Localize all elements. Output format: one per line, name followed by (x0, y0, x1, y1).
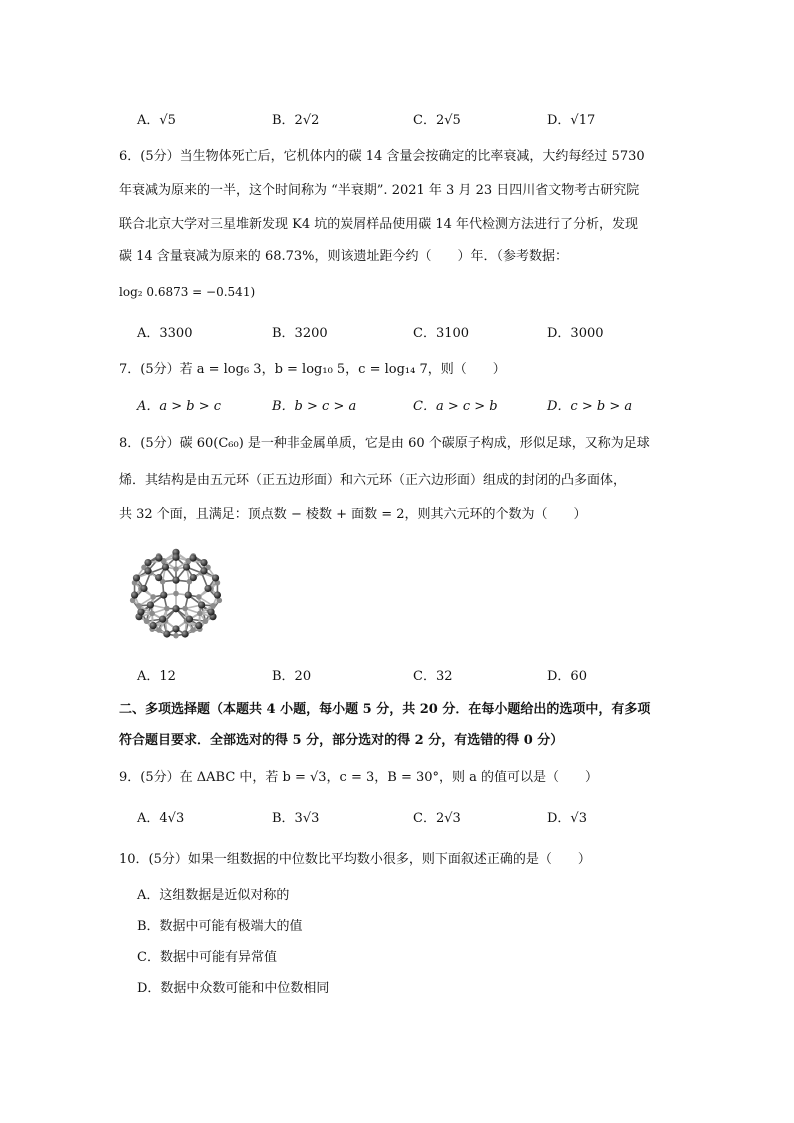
fullerene-atom (189, 554, 196, 561)
fullerene-atom (144, 559, 151, 566)
q8-line-1: 8．(5分）碳 60(C₆₀) 是一种非金属单质，它是由 60 个碳原子构成，形似足球，又称为足球 (119, 436, 650, 451)
fullerene-atom (212, 574, 219, 581)
q6-option-a[interactable]: A．3300 (137, 326, 193, 341)
fullerene-atom (155, 574, 162, 581)
fullerene-atom (203, 618, 209, 624)
fullerene-atom (200, 559, 207, 566)
fullerene-atom (163, 630, 170, 637)
fullerene-atom (197, 611, 203, 617)
fullerene-atom (172, 605, 179, 612)
fullerene-atom (144, 618, 150, 624)
fullerene-atom (190, 574, 197, 581)
fullerene-atom (196, 594, 202, 600)
q5-option-a[interactable]: A．√5 (137, 113, 176, 128)
q6-option-c[interactable]: C．3100 (413, 326, 470, 341)
section-2-heading-line-2: 符合题目要求．全部选对的得 5 分，部分选对的得 2 分，有选错的得 0 分） (119, 733, 564, 748)
q6-line-2: 年衰减为原来的一半，这个时间称为 “半衰期”. 2021 年 3 月 23 日四川省文物考古研究院 (119, 183, 640, 198)
q6-options (137, 322, 697, 340)
fullerene-atom (186, 616, 193, 623)
fullerene-atom (172, 625, 179, 632)
q7-option-a[interactable]: A．a > b > c (137, 399, 222, 414)
q7-options (137, 395, 697, 413)
q7-option-c[interactable]: C．a > c > b (413, 399, 498, 414)
q6-line-3: 联合北京大学对三星堆新发现 K4 坑的炭屑样品使用碳 14 年代检测方法进行了分析，发现 (119, 217, 639, 232)
fullerene-atom (210, 603, 216, 609)
q10-stem: 10．(5分）如果一组数据的中位数比平均数小很多，则下面叙述正确的是（ ） (119, 852, 591, 867)
fullerene-atom (214, 591, 221, 598)
q7-option-b[interactable]: B．b > c > a (272, 399, 357, 414)
fullerene-atom (136, 603, 142, 609)
fullerene-atom (204, 585, 211, 592)
fullerene-atom (164, 606, 170, 612)
fullerene-atom (190, 627, 196, 633)
q8-option-c[interactable]: C．32 (413, 669, 453, 684)
fullerene-atom (173, 591, 179, 597)
fullerene-atom (173, 566, 179, 572)
fullerene-atom (172, 577, 179, 584)
fullerene-atom (162, 563, 169, 570)
fullerene-atom (155, 554, 162, 561)
q8-line-2: 烯．其结构是由五元环（正五边形面）和六元环（正六边形面）组成的封闭的凸多面体， (119, 473, 627, 488)
fullerene-atom (150, 622, 157, 629)
q9-options (137, 807, 697, 825)
q9-option-b[interactable]: B．3√3 (272, 811, 320, 826)
fullerene-atom (160, 591, 167, 598)
section-2-heading-line-1: 二、多项选择题（本题共 4 小题，每小题 5 分，共 20 分．在每小题给出的选项中，有多项 (119, 702, 651, 717)
fullerene-atom (181, 630, 188, 637)
fullerene-c60-image (124, 545, 228, 643)
fullerene-atom (149, 611, 155, 617)
q8-option-b[interactable]: B．20 (272, 669, 312, 684)
q7-stem: 7．(5分）若 a = log₆ 3，b = log₁₀ 5，c = log₁₄ 7，则（ ） (119, 362, 506, 377)
fullerene-atom (185, 591, 192, 598)
q9-option-c[interactable]: C．2√3 (413, 811, 461, 826)
fullerene-atom (133, 574, 140, 581)
q6-line-1: 6．(5分）当生物体死亡后，它机体内的碳 14 含量会按确定的比率衰减，大约每经过 5730 (119, 149, 645, 164)
q6-line-4: 碳 14 含量衰减为原来的 68.73%，则该遗址距今约（ ）年．（参考数据： (119, 249, 569, 264)
q8-options (137, 665, 697, 683)
q7-option-d[interactable]: D．c > b > a (547, 399, 633, 414)
fullerene-atom (159, 616, 166, 623)
fullerene-atom (195, 622, 202, 629)
q6-line-5: log₂ 0.6873 = −0.541) (119, 285, 256, 299)
q8-option-d[interactable]: D．60 (547, 669, 587, 684)
fullerene-atom (147, 601, 154, 608)
q5-option-c[interactable]: C．2√5 (413, 113, 461, 128)
fullerene-atom (198, 601, 205, 608)
fullerene-atom (207, 608, 214, 615)
fullerene-atom (156, 627, 162, 633)
q10-option-a[interactable]: A．这组数据是近似对称的 (137, 888, 290, 903)
q9-option-a[interactable]: A．4√3 (137, 811, 185, 826)
fullerene-atom (182, 606, 188, 612)
q5-option-d[interactable]: D．√17 (547, 113, 596, 128)
fullerene-atom (183, 563, 190, 570)
fullerene-atom (150, 594, 156, 600)
q8-line-3: 共 32 个面，且满足：顶点数 − 棱数 + 面数 = 2，则其六元环的个数为（ ） (119, 507, 587, 522)
fullerene-atom (173, 633, 179, 639)
q10-option-d[interactable]: D．数据中众数可能和中位数相同 (137, 981, 330, 996)
q5-option-b[interactable]: B．2√2 (272, 113, 320, 128)
q5-options (137, 109, 697, 127)
q9-stem: 9．(5分）在 ΔABC 中，若 b = √3，c = 3，B = 30°，则 a 的值可以是（ ） (119, 770, 599, 785)
q6-option-d[interactable]: D．3000 (547, 326, 604, 341)
q6-option-b[interactable]: B．3200 (272, 326, 328, 341)
q9-option-d[interactable]: D．√3 (547, 811, 587, 826)
fullerene-atom (131, 591, 138, 598)
q10-option-b[interactable]: B．数据中可能有极端大的值 (137, 919, 303, 934)
fullerene-atom (137, 608, 144, 615)
fullerene-atom (144, 567, 151, 574)
fullerene-atom (140, 585, 147, 592)
fullerene-atom (200, 567, 207, 574)
q10-option-c[interactable]: C．数据中可能有异常值 (137, 950, 277, 965)
fullerene-atom (172, 554, 179, 561)
q8-option-a[interactable]: A．12 (137, 669, 176, 684)
